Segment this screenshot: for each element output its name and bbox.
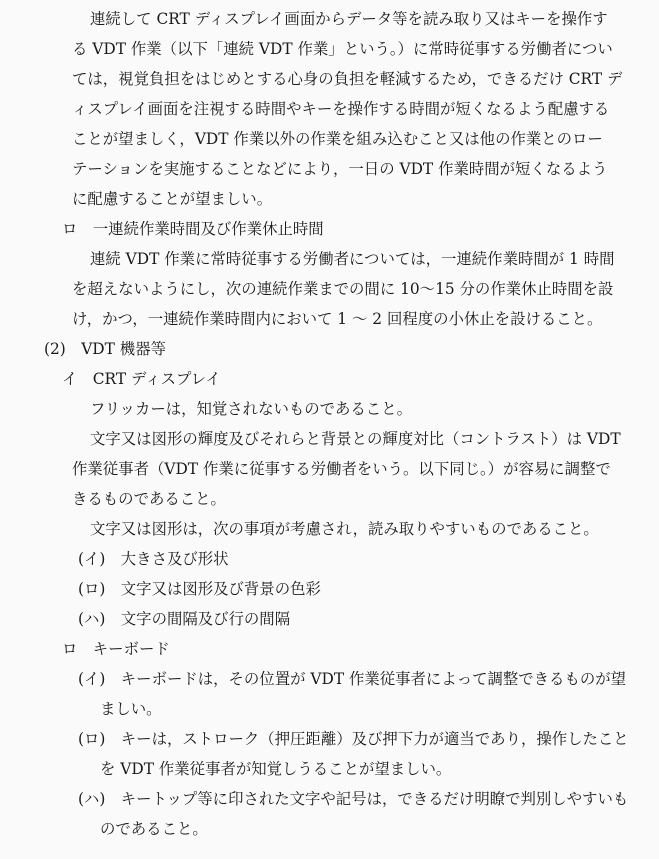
list-item: (ロ) 文字又は図形及び背景の色彩 xyxy=(78,580,321,598)
paragraph-line: を超えないようにし，次の連続作業までの間に 10〜15 分の作業休止時間を設 xyxy=(72,280,614,298)
paragraph-line: 作業従事者（VDT 作業に従事する労働者をいう。以下同じ。）が容易に調整で xyxy=(72,460,611,478)
paragraph-line: フリッカーは，知覚されないものであること。 xyxy=(90,400,412,418)
list-item: (イ) 大きさ及び形状 xyxy=(78,550,229,568)
paragraph-line: テーションを実施することなどにより，一日の VDT 作業時間が短くなるよう xyxy=(72,160,608,178)
paragraph-line: 文字又は図形は，次の事項が考慮され，読み取りやすいものであること。 xyxy=(90,520,599,538)
section-heading-ro: ロ 一連続作業時間及び作業休止時間 xyxy=(62,220,324,238)
paragraph-line: 連続 VDT 作業に常時従事する労働者については，一連続作業時間が 1 時間 xyxy=(90,250,615,268)
list-item: (イ) キーボードは，その位置が VDT 作業従事者によって調整できるものが望 xyxy=(78,670,627,688)
paragraph-line: ィスプレイ画面を注視する時間やキーを操作する時間が短くなるよう配慮する xyxy=(72,100,610,118)
paragraph-line: に配慮することが望ましい。 xyxy=(72,190,273,208)
list-item-continued: を VDT 作業従事者が知覚しうることが望ましい。 xyxy=(100,760,452,778)
section-heading-ro2: ロ キーボード xyxy=(62,640,170,658)
paragraph-line: ことが望ましく，VDT 作業以外の作業を組み込むこと又は他の作業とのロー xyxy=(72,130,603,148)
list-item: (ハ) 文字の間隔及び行の間隔 xyxy=(78,610,291,628)
paragraph-line: け，かつ，一連続作業時間内において 1 〜 2 回程度の小休止を設けること。 xyxy=(72,310,603,328)
paragraph-line: 文字又は図形の輝度及びそれらと背景との輝度対比（コントラスト）は VDT xyxy=(90,430,621,448)
paragraph-line: る VDT 作業（以下「連続 VDT 作業」という。）に常時従事する労働者につい xyxy=(72,40,613,58)
list-item: (ハ) キートップ等に印された文字や記号は，できるだけ明瞭で判別しやすいも xyxy=(78,790,629,808)
list-item-continued: ましい。 xyxy=(100,700,162,718)
section-heading-i: イ CRT ディスプレイ xyxy=(62,370,221,388)
paragraph-line: 連続して CRT ディスプレイ画面からデータ等を読み取り又はキーを操作す xyxy=(90,10,608,28)
list-item: (ロ) キーは，ストローク（押圧距離）及び押下力が適当であり，操作したこと xyxy=(78,730,629,748)
section-heading-2: (2) VDT 機器等 xyxy=(44,340,166,358)
list-item-continued: のであること。 xyxy=(100,820,208,838)
paragraph-line: ては，視覚負担をはじめとする心身の負担を軽減するため，できるだけ CRT デ xyxy=(72,70,623,88)
paragraph-line: きるものであること。 xyxy=(72,490,226,508)
